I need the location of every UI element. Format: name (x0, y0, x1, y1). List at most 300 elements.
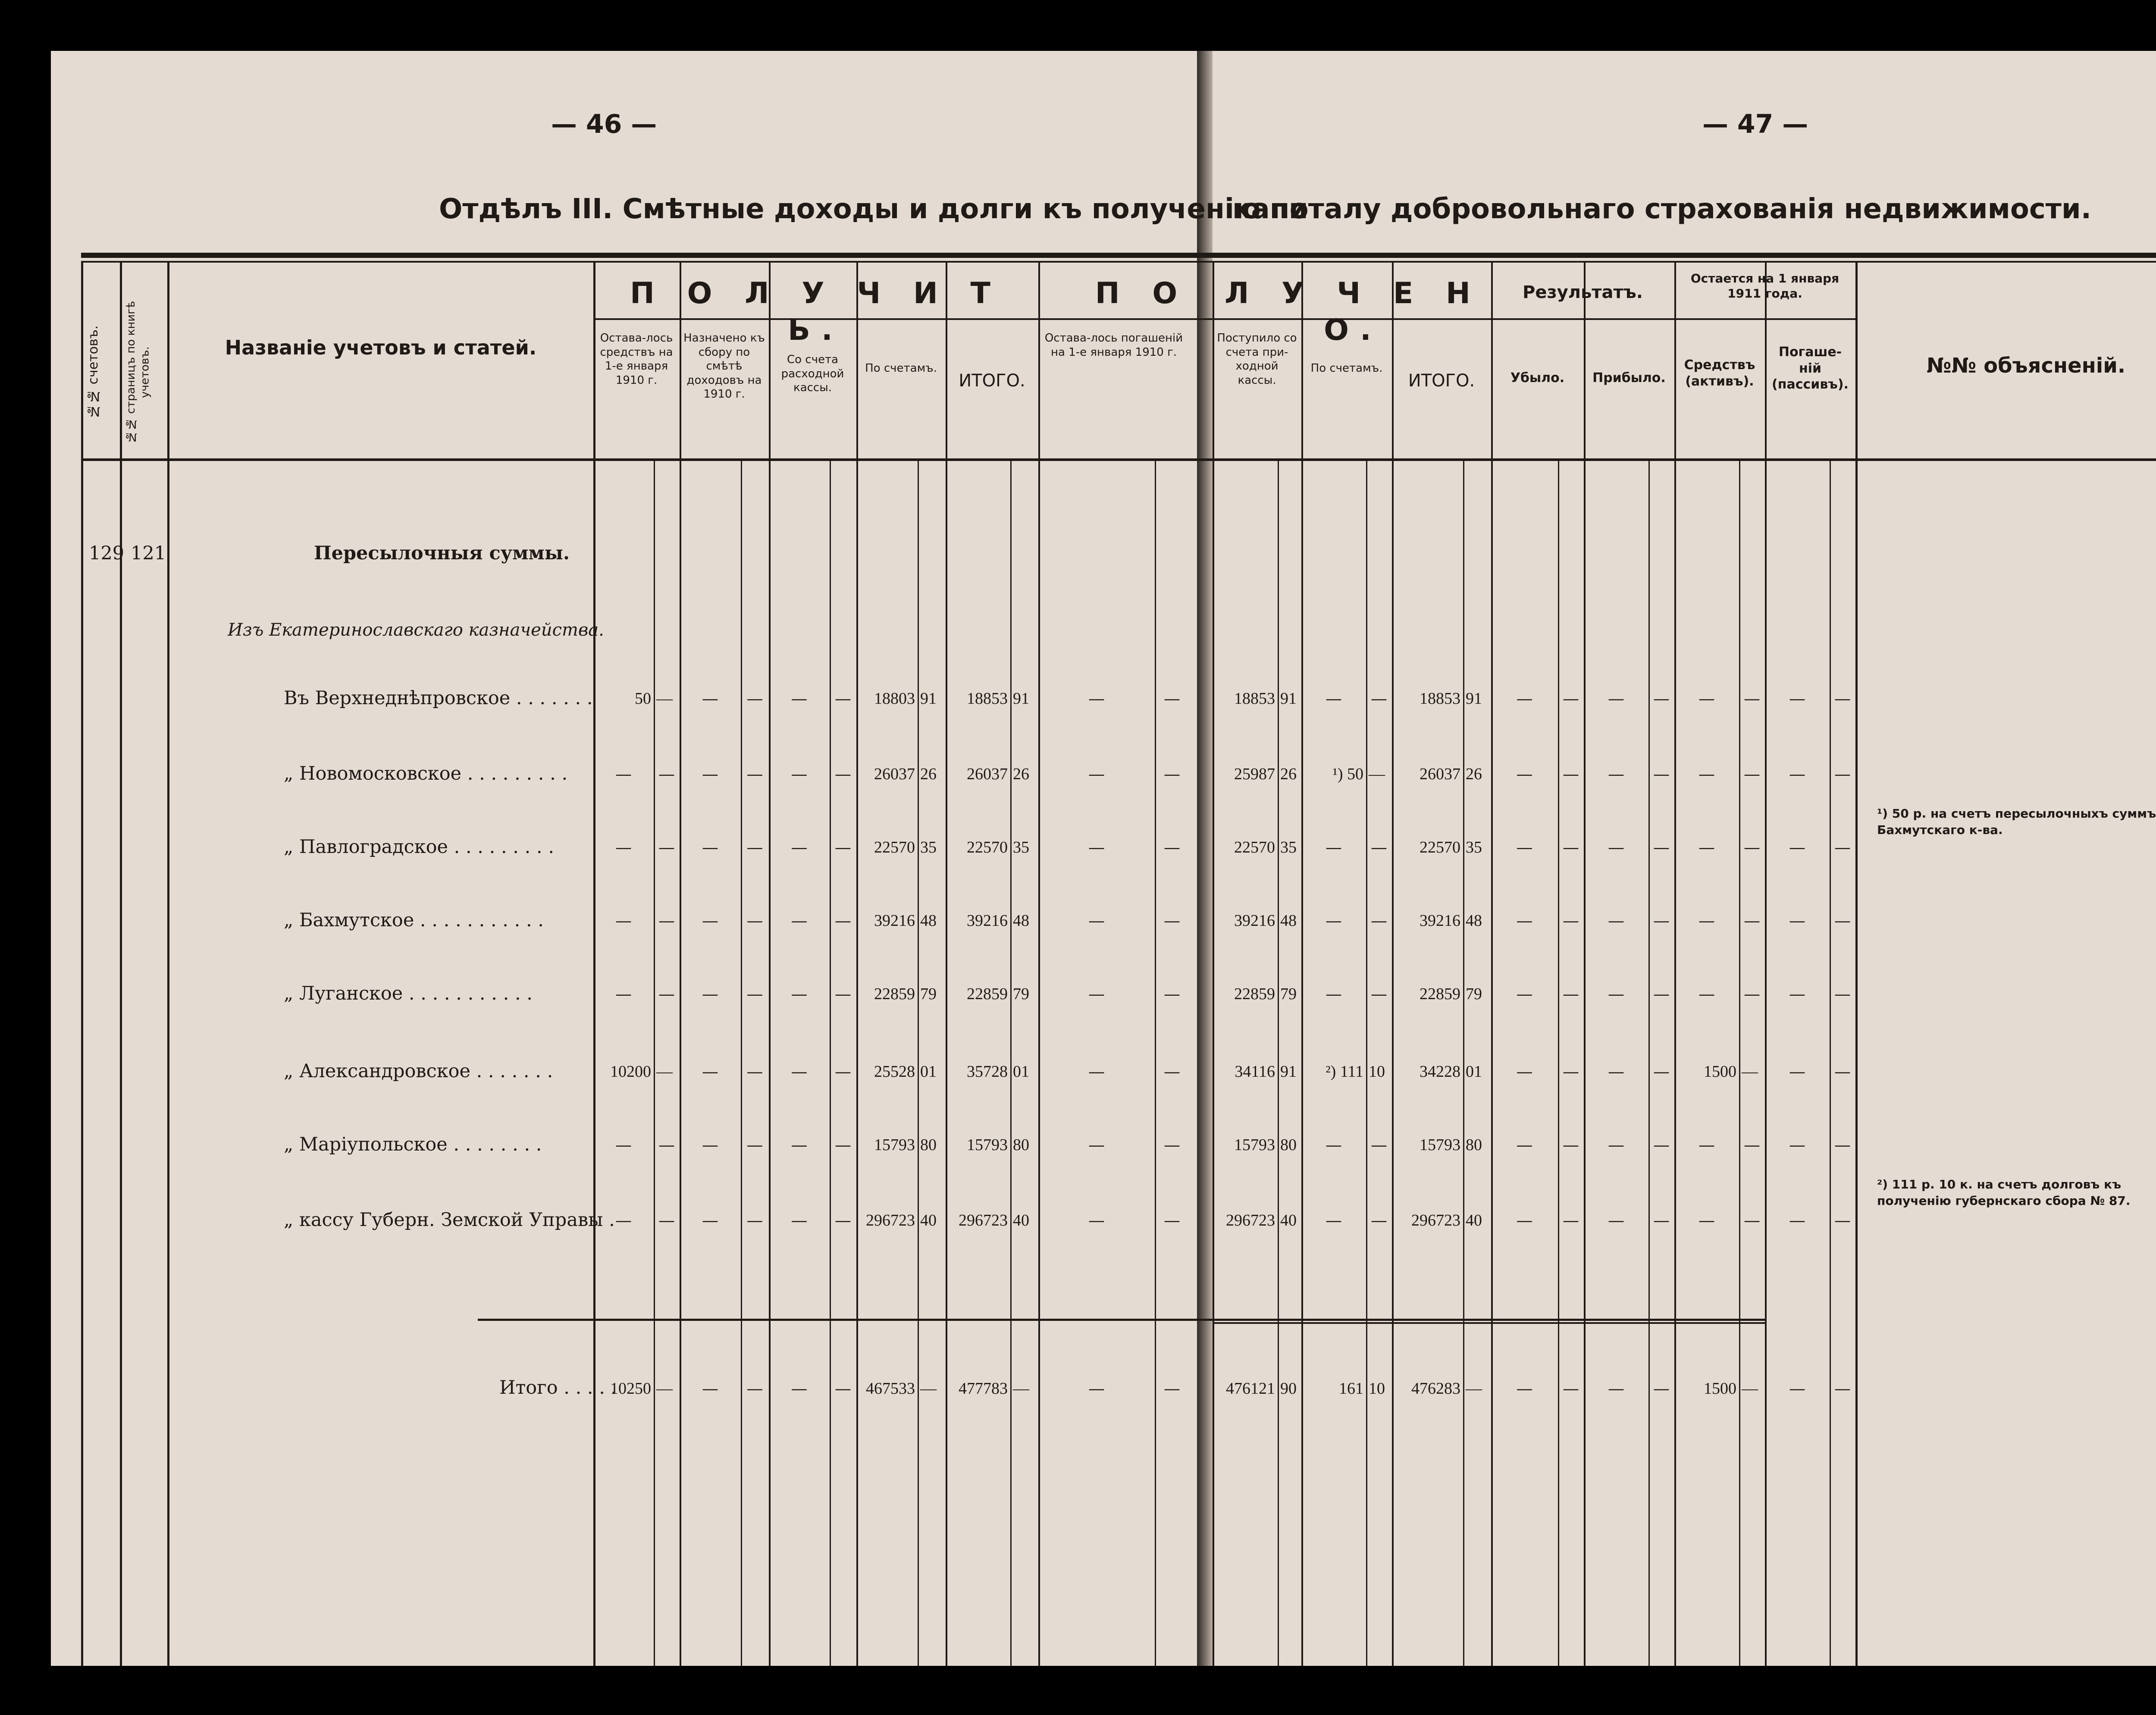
empty-cell: — (1608, 1062, 1624, 1081)
total-c8: 161 (1339, 1380, 1363, 1398)
empty-cell: — (1164, 838, 1180, 857)
row-2-c7-kop: 35 (1280, 838, 1297, 856)
empty-cell: — (1563, 689, 1579, 708)
header-c10: Убыло. (1510, 370, 1565, 386)
column-rule (769, 262, 771, 1666)
empty-cell: — (1834, 765, 1851, 784)
row-6-c4: 15793 (874, 1136, 915, 1154)
empty-cell: — (1698, 765, 1715, 784)
empty-cell: — (1744, 1211, 1760, 1230)
total-c7-kop: 90 (1280, 1380, 1297, 1398)
total-c8-kop: 10 (1369, 1380, 1385, 1398)
empty-cell: — (1326, 1211, 1342, 1230)
empty-cell: — (791, 765, 808, 784)
row-1-c9: 26037 (1420, 765, 1460, 783)
row-1-c5-kop: 26 (1013, 765, 1029, 783)
empty-cell: — (1371, 1135, 1387, 1154)
empty-cell: — (1563, 1211, 1579, 1230)
empty-cell: — (1326, 1135, 1342, 1154)
empty-cell: — (1516, 1062, 1533, 1081)
row-5-c12-kop: — (1742, 1063, 1758, 1081)
row-4-c7-kop: 79 (1280, 985, 1297, 1003)
empty-cell: — (1371, 1211, 1387, 1230)
empty-cell: — (702, 838, 718, 857)
row-1-c9-kop: 26 (1466, 765, 1482, 783)
column-rule (1855, 262, 1857, 1666)
row-5-c12: 1500 (1704, 1063, 1736, 1081)
empty-cell: — (1744, 1135, 1760, 1154)
row-1-c7-kop: 26 (1280, 765, 1297, 783)
empty-cell: — (1834, 838, 1851, 857)
empty-cell: — (702, 765, 718, 784)
row-0-c9-kop: 91 (1466, 690, 1482, 708)
row-3-c7-kop: 48 (1280, 912, 1297, 930)
empty-cell: — (1834, 1062, 1851, 1081)
row-1-c8-kop: — (1369, 765, 1385, 783)
section-page: 121 (131, 542, 166, 564)
empty-cell: — (746, 765, 763, 784)
total-c5: 477783 (959, 1380, 1008, 1398)
header-polucheno-b: Л У Ч Е Н О. (1225, 276, 1482, 347)
empty-cell: — (1653, 765, 1670, 784)
row-7-c5-kop: 40 (1013, 1211, 1029, 1229)
empty-cell: — (615, 765, 632, 784)
empty-cell: — (791, 1379, 808, 1398)
header-c9: ИТОГО. (1408, 371, 1475, 391)
header-explanations: №№ объясненій. (1926, 354, 2126, 378)
empty-cell: — (1653, 1135, 1670, 1154)
book-spread (51, 51, 2156, 1666)
empty-cell: — (746, 838, 763, 857)
empty-cell: — (1516, 689, 1533, 708)
empty-cell: — (791, 911, 808, 930)
total-c5-kop: — (1013, 1380, 1029, 1398)
row-0-c7: 18853 (1234, 690, 1275, 708)
row-5-c7-kop: 91 (1280, 1063, 1297, 1081)
empty-cell: — (615, 911, 632, 930)
empty-cell: — (1698, 1211, 1715, 1230)
empty-cell: — (835, 1062, 851, 1081)
header-c11: Прибыло. (1592, 370, 1666, 386)
column-rule (856, 262, 858, 1666)
empty-cell: — (1608, 838, 1624, 857)
header-c1: Остава-лось средствъ на 1-е января 1910 г. (600, 332, 673, 387)
empty-cell: — (1164, 1135, 1180, 1154)
empty-cell: — (1516, 984, 1533, 1003)
header-c7: Поступило со счета при-ходной кассы. (1217, 332, 1297, 387)
row-2-c4-kop: 35 (920, 838, 937, 856)
empty-cell: — (702, 1135, 718, 1154)
row-2-c7: 22570 (1234, 838, 1275, 856)
table-top-rule-thin (81, 261, 2156, 263)
empty-cell: — (1698, 911, 1715, 930)
header-c13: Погаше-ній (пассивъ). (1772, 345, 1849, 392)
row-6-c5-kop: 80 (1013, 1136, 1029, 1154)
total-c1-kop: — (656, 1380, 673, 1398)
row-6-c5: 15793 (967, 1136, 1008, 1154)
column-rule (81, 262, 83, 1666)
empty-cell: — (1834, 1135, 1851, 1154)
row-2-c5: 22570 (967, 838, 1008, 856)
header-name: Названіе учетовъ и статей. (225, 336, 537, 359)
column-rule (1674, 262, 1676, 1666)
header-acct-no: №№ счетовъ. (86, 325, 101, 419)
row-4-c4-kop: 79 (920, 985, 937, 1003)
empty-cell: — (1164, 1379, 1180, 1398)
total-label: Итого . . . . . (499, 1377, 617, 1398)
row-3-c7: 39216 (1234, 912, 1275, 930)
row-0-c9: 18853 (1420, 690, 1460, 708)
row-3-c9-kop: 48 (1466, 912, 1482, 930)
row-7-c4: 296723 (866, 1211, 915, 1229)
empty-cell: — (746, 689, 763, 708)
row-0-c4: 18803 (874, 690, 915, 708)
empty-cell: — (1608, 984, 1624, 1003)
empty-cell: — (702, 984, 718, 1003)
header-polucheno-a: П О (1095, 276, 1189, 310)
empty-cell: — (1744, 911, 1760, 930)
row-5-c5: 35728 (967, 1063, 1008, 1081)
row-5-c8: ²) 111 (1326, 1063, 1363, 1081)
table-top-rule (81, 253, 2156, 258)
row-name: „ Луганское . . . . . . . . . . . (284, 983, 533, 1004)
empty-cell: — (658, 911, 675, 930)
header-c8: По счетамъ. (1310, 362, 1383, 375)
empty-cell: — (1653, 1062, 1670, 1081)
row-5-c8-kop: 10 (1369, 1063, 1385, 1081)
empty-cell: — (1516, 1135, 1533, 1154)
row-7-c7: 296723 (1226, 1211, 1275, 1229)
empty-cell: — (746, 1379, 763, 1398)
column-rule (1213, 262, 1214, 1666)
empty-cell: — (1516, 838, 1533, 857)
row-0-c1-kop: — (656, 690, 673, 708)
empty-cell: — (1789, 838, 1805, 857)
empty-cell: — (835, 1211, 851, 1230)
empty-cell: — (1608, 1379, 1624, 1398)
row-0-c5: 18853 (967, 690, 1008, 708)
column-rule (946, 262, 947, 1666)
section-title: Пересылочныя суммы. (314, 542, 570, 564)
column-rule (167, 262, 169, 1666)
row-7-c5: 296723 (959, 1211, 1008, 1229)
row-2-c5-kop: 35 (1013, 838, 1029, 856)
empty-cell: — (1326, 984, 1342, 1003)
row-2-c9-kop: 35 (1466, 838, 1482, 856)
empty-cell: — (1088, 1135, 1105, 1154)
header-page-no: №№ страницъ по книгѣ учетовъ. (125, 301, 152, 444)
header-c12: Средствъ (активъ). (1684, 357, 1755, 389)
empty-cell: — (835, 984, 851, 1003)
empty-cell: — (658, 838, 675, 857)
kopek-rule (1463, 458, 1464, 1666)
empty-cell: — (1608, 1135, 1624, 1154)
title-right: капиталу добровольнаго страхованія недвижимости. (1232, 193, 2092, 225)
empty-cell: — (702, 1211, 718, 1230)
row-6-c9-kop: 80 (1466, 1136, 1482, 1154)
row-name: „ Новомосковское . . . . . . . . . (284, 763, 568, 784)
row-6-c7-kop: 80 (1280, 1136, 1297, 1154)
column-rule (1392, 262, 1394, 1666)
empty-cell: — (1653, 911, 1670, 930)
empty-cell: — (1698, 838, 1715, 857)
section-subtitle: Изъ Екатеринославскаго казначейства. (228, 620, 604, 640)
empty-cell: — (1834, 1211, 1851, 1230)
empty-cell: — (746, 1135, 763, 1154)
empty-cell: — (1789, 765, 1805, 784)
empty-cell: — (615, 838, 632, 857)
total-c12: 1500 (1704, 1380, 1736, 1398)
empty-cell: — (1516, 1211, 1533, 1230)
row-name: „ кассу Губерн. Земской Управы . (284, 1209, 615, 1231)
row-5-c4-kop: 01 (920, 1063, 937, 1081)
note-2: ²) 111 р. 10 к. на счетъ долговъ къ полученію губернскаго сбора № 87. (1877, 1177, 2131, 1208)
empty-cell: — (1164, 911, 1180, 930)
header-c5: ИТОГО. (959, 371, 1025, 391)
row-1-c4-kop: 26 (920, 765, 937, 783)
header-poluchit: П О Л У Ч И Т Ь. (630, 276, 1002, 347)
empty-cell: — (835, 1379, 851, 1398)
empty-cell: — (1088, 689, 1105, 708)
empty-cell: — (658, 1135, 675, 1154)
group-rule (1213, 262, 1214, 318)
column-rule (120, 262, 122, 1666)
row-4-c4: 22859 (874, 985, 915, 1003)
empty-cell: — (1516, 911, 1533, 930)
empty-cell: — (1371, 689, 1387, 708)
empty-cell: — (1088, 1211, 1105, 1230)
row-5-c4: 25528 (874, 1063, 915, 1081)
row-0-c4-kop: 91 (920, 690, 937, 708)
row-3-c5-kop: 48 (1013, 912, 1029, 930)
row-5-c9-kop: 01 (1466, 1063, 1482, 1081)
total-rule-b (1213, 1322, 1765, 1324)
empty-cell: — (658, 984, 675, 1003)
empty-cell: — (702, 911, 718, 930)
empty-cell: — (1608, 689, 1624, 708)
empty-cell: — (1608, 1211, 1624, 1230)
total-rule (478, 1319, 1765, 1321)
empty-cell: — (1326, 838, 1342, 857)
empty-cell: — (1789, 911, 1805, 930)
empty-cell: — (1744, 984, 1760, 1003)
empty-cell: — (1789, 1135, 1805, 1154)
empty-cell: — (1088, 984, 1105, 1003)
empty-cell: — (1088, 838, 1105, 857)
kopek-rule (918, 458, 919, 1666)
row-0-c5-kop: 91 (1013, 690, 1029, 708)
empty-cell: — (791, 1211, 808, 1230)
column-rule (593, 262, 595, 1666)
empty-cell: — (1164, 984, 1180, 1003)
empty-cell: — (791, 984, 808, 1003)
empty-cell: — (791, 838, 808, 857)
title-left: Отдѣлъ III. Смѣтные доходы и долги къ полученію по (439, 193, 1309, 225)
empty-cell: — (746, 1062, 763, 1081)
row-name: Въ Верхнеднѣпровское . . . . . . . (284, 687, 593, 709)
empty-cell: — (1164, 689, 1180, 708)
empty-cell: — (1698, 689, 1715, 708)
empty-cell: — (1164, 1211, 1180, 1230)
row-name: „ Александровское . . . . . . . (284, 1060, 553, 1082)
row-7-c4-kop: 40 (920, 1211, 937, 1229)
column-rule (1301, 262, 1303, 1666)
empty-cell: — (835, 911, 851, 930)
kopek-rule (1010, 458, 1012, 1666)
row-1-c5: 26037 (967, 765, 1008, 783)
empty-cell: — (746, 984, 763, 1003)
row-5-c9: 34228 (1420, 1063, 1460, 1081)
empty-cell: — (746, 911, 763, 930)
empty-cell: — (1516, 765, 1533, 784)
row-4-c7: 22859 (1234, 985, 1275, 1003)
empty-cell: — (1563, 984, 1579, 1003)
empty-cell: — (615, 984, 632, 1003)
row-7-c9: 296723 (1411, 1211, 1460, 1229)
column-rule (680, 262, 681, 1666)
total-c9-kop: — (1466, 1380, 1482, 1398)
row-2-c4: 22570 (874, 838, 915, 856)
empty-cell: — (1608, 911, 1624, 930)
empty-cell: — (1744, 838, 1760, 857)
row-0-c7-kop: 91 (1280, 690, 1297, 708)
row-5-c7: 34116 (1235, 1063, 1275, 1081)
kopek-rule (1366, 458, 1367, 1666)
empty-cell: — (1563, 911, 1579, 930)
empty-cell: — (791, 1135, 808, 1154)
column-rule (1765, 262, 1767, 1666)
empty-cell: — (658, 765, 675, 784)
empty-cell: — (1563, 1379, 1579, 1398)
header-rezultat: Результатъ. (1523, 282, 1643, 302)
empty-cell: — (615, 1211, 632, 1230)
empty-cell: — (1744, 689, 1760, 708)
header-ostaetsya: Остается на 1 января 1911 года. (1690, 271, 1839, 301)
empty-cell: — (1834, 689, 1851, 708)
header-c3: Со счета расходной кассы. (781, 353, 844, 394)
row-3-c5: 39216 (967, 912, 1008, 930)
empty-cell: — (1371, 838, 1387, 857)
row-5-c1-kop: — (656, 1063, 673, 1081)
empty-cell: — (1516, 1379, 1533, 1398)
row-3-c9: 39216 (1420, 912, 1460, 930)
empty-cell: — (1653, 838, 1670, 857)
row-5-c1: 10200 (610, 1063, 651, 1081)
empty-cell: — (1653, 1379, 1670, 1398)
row-4-c5: 22859 (967, 985, 1008, 1003)
empty-cell: — (702, 1379, 718, 1398)
empty-cell: — (1789, 1379, 1805, 1398)
total-c9: 476283 (1411, 1380, 1460, 1398)
kopek-rule (1278, 458, 1279, 1666)
empty-cell: — (835, 689, 851, 708)
empty-cell: — (702, 689, 718, 708)
empty-cell: — (1789, 1211, 1805, 1230)
empty-cell: — (1698, 1135, 1715, 1154)
row-1-c8: ¹) 50 (1332, 765, 1363, 783)
empty-cell: — (1326, 689, 1342, 708)
empty-cell: — (835, 838, 851, 857)
empty-cell: — (615, 1135, 632, 1154)
row-7-c7-kop: 40 (1280, 1211, 1297, 1229)
column-rule (1491, 262, 1493, 1666)
row-6-c9: 15793 (1420, 1136, 1460, 1154)
empty-cell: — (791, 689, 808, 708)
empty-cell: — (1563, 838, 1579, 857)
empty-cell: — (1563, 1135, 1579, 1154)
column-rule (1038, 262, 1040, 1666)
empty-cell: — (1563, 1062, 1579, 1081)
empty-cell: — (1834, 911, 1851, 930)
empty-cell: — (1563, 765, 1579, 784)
header-c2: Назначено къ сбору по смѣтѣ доходовъ на 1910 г. (683, 332, 765, 401)
empty-cell: — (835, 765, 851, 784)
row-name: „ Павлоградское . . . . . . . . . (284, 836, 554, 858)
empty-cell: — (1371, 911, 1387, 930)
empty-cell: — (1088, 765, 1105, 784)
row-5-c5-kop: 01 (1013, 1063, 1029, 1081)
total-c4: 467533 (866, 1380, 915, 1398)
empty-cell: — (1088, 1062, 1105, 1081)
empty-cell: — (1164, 765, 1180, 784)
total-c12-kop: — (1742, 1380, 1758, 1398)
kopek-rule (1739, 458, 1740, 1666)
empty-cell: — (1789, 984, 1805, 1003)
empty-cell: — (1088, 1379, 1105, 1398)
row-2-c9: 22570 (1420, 838, 1460, 856)
empty-cell: — (1834, 1379, 1851, 1398)
total-c7: 476121 (1226, 1380, 1275, 1398)
total-c4-kop: — (920, 1380, 937, 1398)
empty-cell: — (746, 1211, 763, 1230)
empty-cell: — (1653, 984, 1670, 1003)
empty-cell: — (1834, 984, 1851, 1003)
empty-cell: — (1088, 911, 1105, 930)
note-1: ¹) 50 р. на счетъ пересылочныхъ суммъ Бахмутскаго к-ва. (1877, 806, 2156, 837)
empty-cell: — (791, 1062, 808, 1081)
empty-cell: — (1698, 984, 1715, 1003)
total-c1: 10250 (610, 1380, 651, 1398)
row-1-c4: 26037 (874, 765, 915, 783)
page-number-right: — 47 — (1702, 109, 1808, 139)
page-number-left: — 46 — (551, 109, 657, 139)
row-name: „ Бахмутское . . . . . . . . . . . (284, 909, 544, 931)
row-6-c4-kop: 80 (920, 1136, 937, 1154)
empty-cell: — (658, 1211, 675, 1230)
empty-cell: — (702, 1062, 718, 1081)
empty-cell: — (1326, 911, 1342, 930)
empty-cell: — (1608, 765, 1624, 784)
section-acct: 129 (89, 542, 125, 564)
row-name: „ Маріупольское . . . . . . . . (284, 1134, 542, 1155)
row-4-c5-kop: 79 (1013, 985, 1029, 1003)
empty-cell: — (1789, 1062, 1805, 1081)
empty-cell: — (1653, 689, 1670, 708)
row-4-c9-kop: 79 (1466, 985, 1482, 1003)
empty-cell: — (1164, 1062, 1180, 1081)
column-rule (1584, 262, 1586, 1666)
kopek-rule (654, 458, 655, 1666)
empty-cell: — (835, 1135, 851, 1154)
header-c4: По счетамъ. (865, 362, 937, 375)
group-rule (1038, 262, 1040, 318)
empty-cell: — (1653, 1211, 1670, 1230)
row-1-c7: 25987 (1234, 765, 1275, 783)
row-3-c4: 39216 (874, 912, 915, 930)
header-bottom-rule (81, 458, 2156, 461)
header-c6: Остава-лось погашеній на 1-е января 1910 г. (1044, 332, 1183, 359)
row-0-c1: 50 (635, 690, 651, 708)
